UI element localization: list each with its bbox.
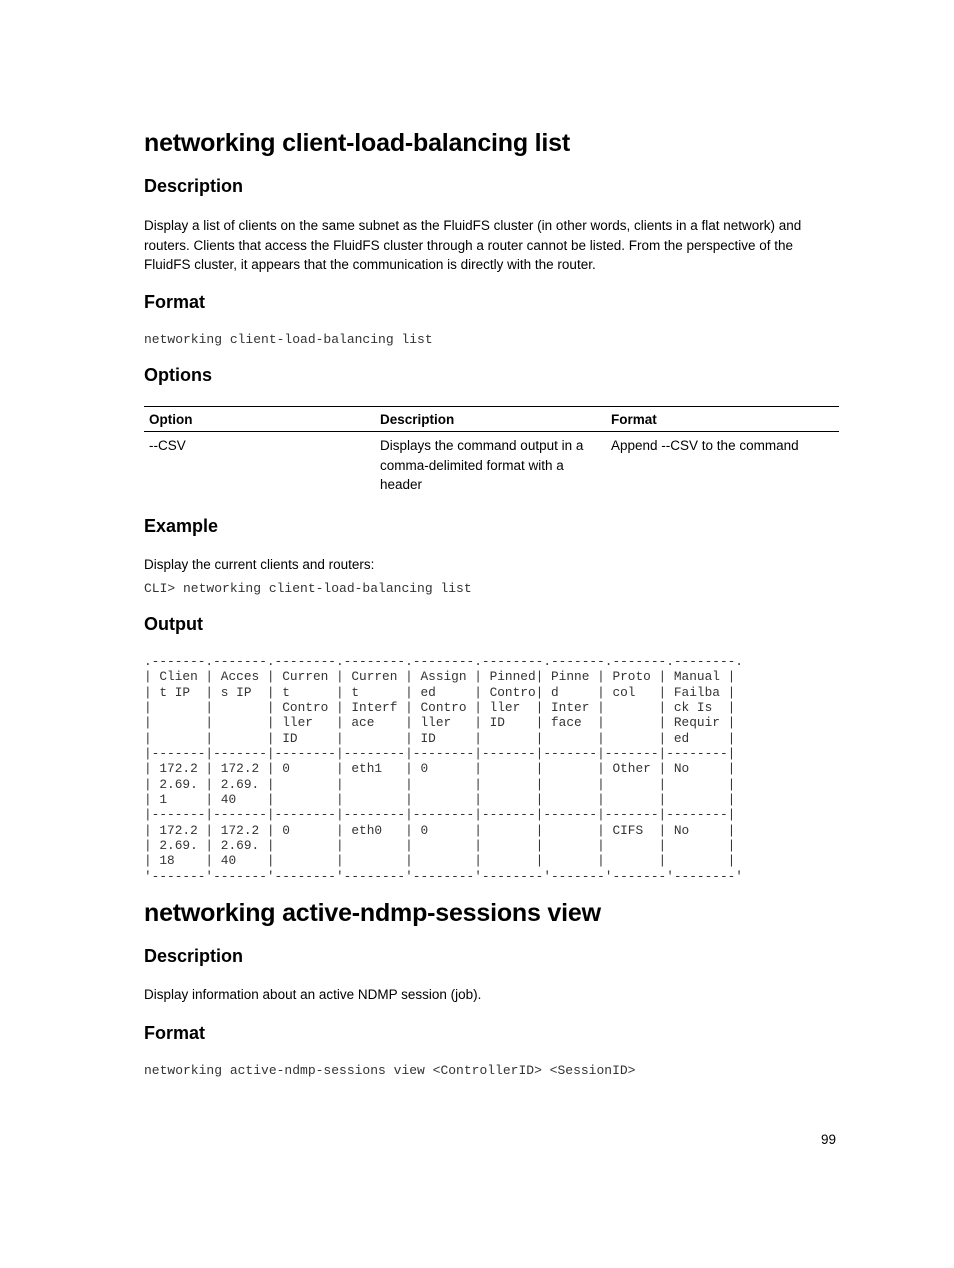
description-text: Display a list of clients on the same subnet as the FluidFS cluster (in other words, clients in a flat network) and routers. Clients that access the FluidFS cluster through a router cannot be listed. From the perspective of the FluidFS cluster, it appears that the communication is directly with the router. <box>144 218 802 272</box>
page-number: 99 <box>821 1132 837 1147</box>
description-text-2: Display information about an active NDMP session (job). <box>144 987 482 1002</box>
option-cell: --CSV <box>149 438 186 453</box>
options-table <box>144 406 839 499</box>
options-table-header-row <box>144 407 839 432</box>
column-header-option: Option <box>144 407 375 432</box>
description-heading: Description <box>144 176 244 196</box>
output-block: .-------.-------.--------.--------.--------.--------.-------.-------.--------. | Clien | Acces | Curren | Curren | Assign | Pinned| Pinne | Proto | Manual | | t IP | s IP | t | t | ed | Contro| d | col | Failba | | | | Contro | Interf | Contro | ller | Inter | | ck Is | | | | ller | ace | ller | ID | face | | Requir | | | | ID | | ID | | | | ed | |-------|-------|--------|--------|--------|-------|-------|-------|--------| | 172.2 | 172.2 | 0 | eth1 | 0 | | | Other | No | | 2.69. | 2.69. | | | | | | | | | 1 | 40 | | | | | | | | |-------|-------|--------|--------|--------|-------|-------|-------|--------| | 172.2 | 172.2 | 0 | eth0 | 0 | | | CIFS | No | | 2.69. | 2.69. | | | | | | | | | 18 | 40 | | | | | | | | '-------'-------'--------'--------'--------'--------'-------'-------'--------' <box>144 654 743 884</box>
description-heading-2: Description <box>144 946 244 966</box>
column-header-description: Description <box>375 407 606 432</box>
output-heading: Output <box>144 614 203 634</box>
table-row <box>144 432 839 499</box>
description-cell: Displays the command output in a comma-delimited format with a header <box>380 438 584 492</box>
example-heading: Example <box>144 516 219 536</box>
format-cell: Append --CSV to the command <box>611 438 799 453</box>
format-heading: Format <box>144 292 206 312</box>
format-command-2: networking active-ndmp-sessions view <ControllerID> <SessionID> <box>144 1063 636 1078</box>
options-heading: Options <box>144 365 212 385</box>
section-title-2: networking active-ndmp-sessions view <box>144 899 601 927</box>
section-title: networking client-load-balancing list <box>144 129 570 157</box>
format-heading-2: Format <box>144 1023 206 1043</box>
column-header-format: Format <box>606 407 839 432</box>
format-command: networking client-load-balancing list <box>144 332 433 347</box>
example-text: Display the current clients and routers: <box>144 557 375 572</box>
example-command: CLI> networking client-load-balancing list <box>144 581 472 596</box>
